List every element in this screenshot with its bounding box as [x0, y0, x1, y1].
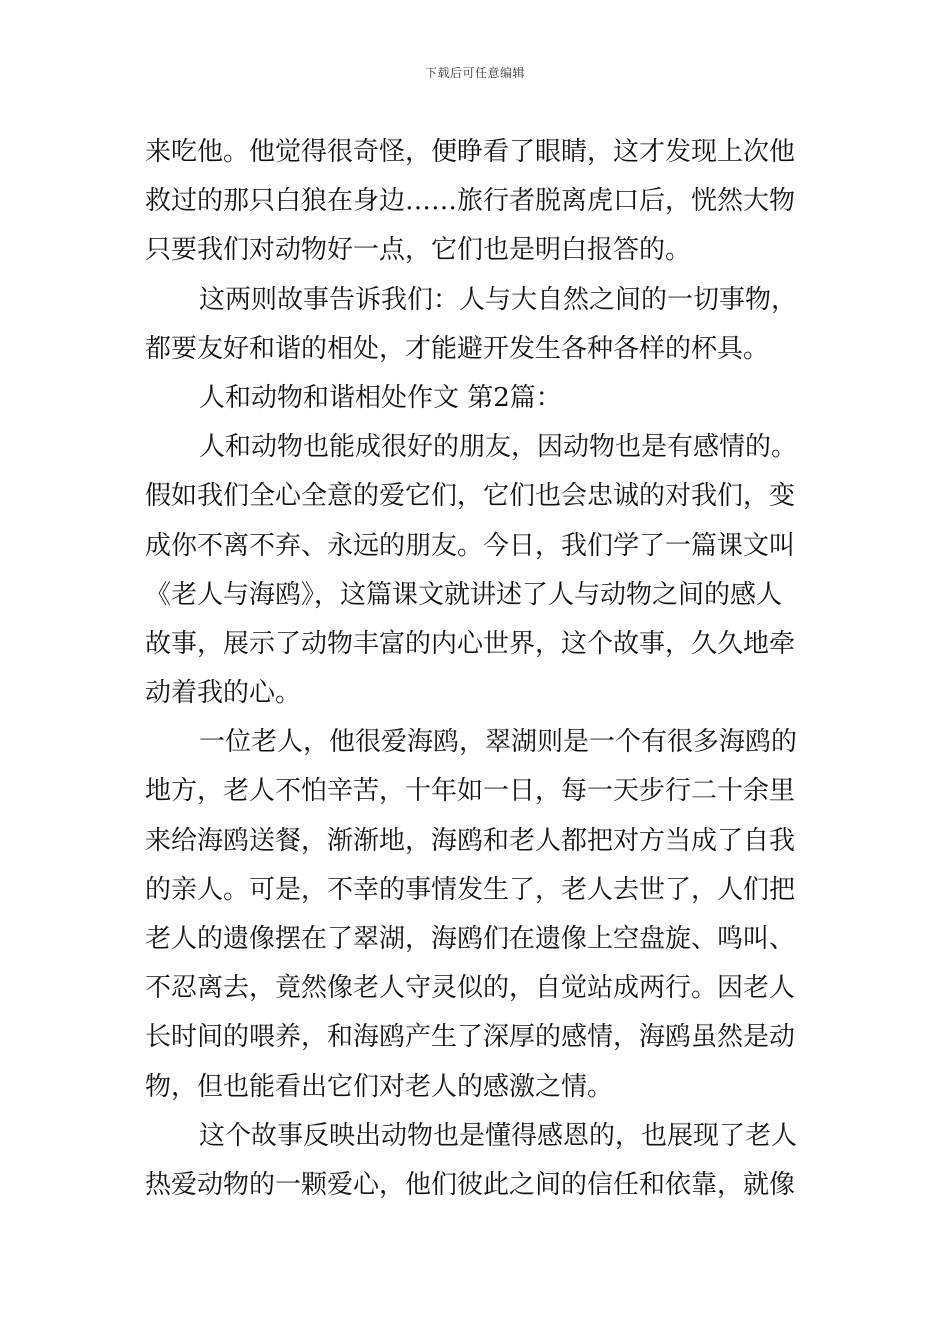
page-header: 下载后可任意编辑	[424, 66, 525, 80]
text-line: 救过的那只白狼在身边……旅行者脱离虎口后，恍然大物	[145, 186, 796, 217]
text-line: 人和动物也能成很好的朋友，因动物也是有感情的。	[199, 432, 798, 463]
document-body	[145, 128, 810, 1210]
text-line: 的亲人。可是，不幸的事情发生了，老人去世了，人们把	[145, 874, 796, 905]
text-line: 来吃他。他觉得很奇怪，便睁看了眼睛，这才发现上次他	[145, 137, 796, 167]
text-line: 物，但也能看出它们对老人的感激之情。	[145, 1071, 614, 1102]
text-line: 这两则故事告诉我们：人与大自然之间的一切事物，	[199, 284, 798, 315]
text-line: 热爱动物的一颗爱心，他们彼此之间的信任和依靠，就像	[145, 1169, 796, 1200]
text-line: 成你不离不弃、永远的朋友。今日，我们学了一篇课文叫	[145, 530, 796, 561]
text-line: 《老人与海鸥》，这篇课文就讲述了人与动物之间的感人	[145, 579, 783, 610]
text-line: 不忍离去，竟然像老人守灵似的，自觉站成两行。因老人	[145, 973, 796, 1004]
text-line: 动着我的心。	[145, 678, 302, 709]
text-line: 一位老人，他很爱海鸥，翠湖则是一个有很多海鸥的	[199, 727, 798, 758]
text-line: 都要友好和谐的相处，才能避开发生各种各样的杯具。	[145, 333, 770, 364]
text-line: 地方，老人不怕辛苦，十年如一日，每一天步行二十余里	[145, 776, 796, 807]
text-line: 长时间的喂养，和海鸥产生了深厚的感情，海鸥虽然是动	[145, 1022, 796, 1053]
text-line: 老人的遗像摆在了翠湖，海鸥们在遗像上空盘旋、鸣叫、	[145, 924, 796, 954]
text-line: 假如我们全心全意的爱它们，它们也会忠诚的对我们，变	[145, 481, 796, 512]
text-line: 只要我们对动物好一点，它们也是明白报答的。	[145, 235, 692, 266]
text-line: 来给海鸥送餐，渐渐地，海鸥和老人都把对方当成了自我	[145, 825, 796, 856]
text-line: 人和动物和谐相处作文 第2篇：	[199, 382, 562, 413]
text-line: 故事，展示了动物丰富的内心世界，这个故事，久久地牵	[145, 628, 796, 659]
text-line: 这个故事反映出动物也是懂得感恩的，也展现了老人	[199, 1120, 798, 1151]
